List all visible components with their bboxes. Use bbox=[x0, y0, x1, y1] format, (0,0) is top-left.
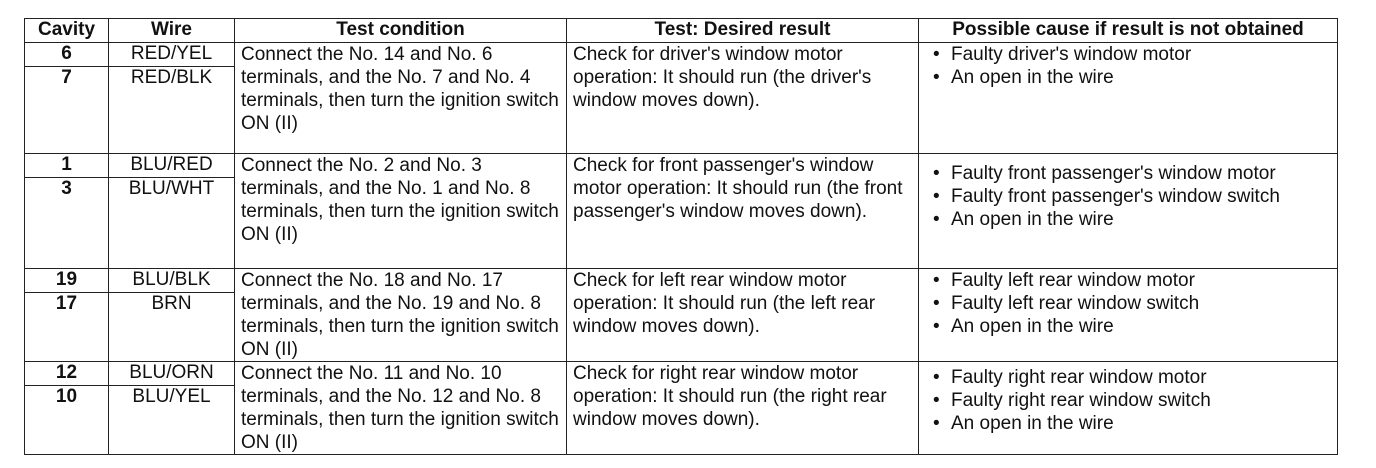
cavity-cell bbox=[25, 43, 109, 154]
cavity-value: 17 bbox=[55, 293, 78, 314]
cause-item: • Faulty right rear window motor bbox=[931, 366, 1331, 389]
wire-value: BLU/ORN bbox=[109, 362, 234, 386]
desired-result-cell: Check for left rear window motor operation: It should run (the left rear window moves down). bbox=[567, 269, 919, 362]
cause-item: • Faulty left rear window switch bbox=[931, 292, 1331, 315]
cavity-value: 10 bbox=[55, 386, 78, 407]
cavity-cell bbox=[25, 154, 109, 269]
cavity-value: 3 bbox=[61, 178, 72, 199]
wire-value: BLU/BLK bbox=[109, 269, 234, 293]
table-row bbox=[25, 154, 1338, 269]
wire-cell bbox=[109, 362, 235, 455]
window-motor-test-table bbox=[24, 18, 1338, 455]
cavity-cell bbox=[25, 269, 109, 362]
header-possible-cause: Possible cause if result is not obtained bbox=[919, 19, 1338, 43]
table-row bbox=[25, 269, 1338, 362]
wire-value: RED/YEL bbox=[109, 43, 234, 67]
table-row bbox=[25, 362, 1338, 455]
cause-item: • An open in the wire bbox=[931, 412, 1331, 435]
possible-cause-cell bbox=[919, 154, 1338, 269]
desired-result-cell: Check for front passenger's window motor operation: It should run (the front passenger's window moves down). bbox=[567, 154, 919, 269]
possible-cause-cell bbox=[919, 362, 1338, 455]
test-condition-cell: Connect the No. 14 and No. 6 terminals, and the No. 7 and No. 4 terminals, then turn the ignition switch ON (II) bbox=[235, 43, 567, 154]
desired-result-cell: Check for driver's window motor operation: It should run (the driver's window moves down). bbox=[567, 43, 919, 154]
cavity-value: 1 bbox=[25, 154, 108, 178]
cause-item: • An open in the wire bbox=[931, 66, 1331, 89]
wire-value: BLU/YEL bbox=[132, 386, 211, 407]
header-test-condition: Test condition bbox=[235, 19, 567, 43]
wire-cell bbox=[109, 154, 235, 269]
cause-item: • Faulty right rear window switch bbox=[931, 389, 1331, 412]
header-cavity: Cavity bbox=[25, 19, 109, 43]
wire-value: BLU/RED bbox=[109, 154, 234, 178]
cavity-cell bbox=[25, 362, 109, 455]
cavity-value: 6 bbox=[25, 43, 108, 67]
cause-item: • Faulty left rear window motor bbox=[931, 269, 1331, 292]
header-desired-result: Test: Desired result bbox=[567, 19, 919, 43]
wire-value: BLU/WHT bbox=[128, 178, 215, 199]
cause-item: • Faulty front passenger's window motor bbox=[931, 162, 1331, 185]
cause-item: • Faulty front passenger's window switch bbox=[931, 185, 1331, 208]
cause-item: • An open in the wire bbox=[931, 208, 1331, 231]
test-condition-cell: Connect the No. 2 and No. 3 terminals, and the No. 1 and No. 8 terminals, then turn the ignition switch ON (II) bbox=[235, 154, 567, 269]
header-row bbox=[25, 19, 1338, 43]
wire-value: RED/BLK bbox=[130, 67, 213, 88]
wire-cell bbox=[109, 43, 235, 154]
cause-item: • An open in the wire bbox=[931, 315, 1331, 338]
cavity-value: 12 bbox=[25, 362, 108, 386]
test-condition-cell: Connect the No. 11 and No. 10 terminals, and the No. 12 and No. 8 terminals, then turn the ignition switch ON (II) bbox=[235, 362, 567, 455]
cause-item: • Faulty driver's window motor bbox=[931, 43, 1331, 66]
possible-cause-cell bbox=[919, 269, 1338, 362]
wire-value: BRN bbox=[151, 293, 192, 314]
wire-cell bbox=[109, 269, 235, 362]
cavity-value: 7 bbox=[61, 67, 72, 88]
header-wire: Wire bbox=[109, 19, 235, 43]
possible-cause-cell bbox=[919, 43, 1338, 154]
desired-result-cell: Check for right rear window motor operation: It should run (the right rear window moves down). bbox=[567, 362, 919, 455]
test-condition-cell: Connect the No. 18 and No. 17 terminals, and the No. 19 and No. 8 terminals, then turn the ignition switch ON (II) bbox=[235, 269, 567, 362]
cavity-value: 19 bbox=[25, 269, 108, 293]
table-row bbox=[25, 43, 1338, 154]
